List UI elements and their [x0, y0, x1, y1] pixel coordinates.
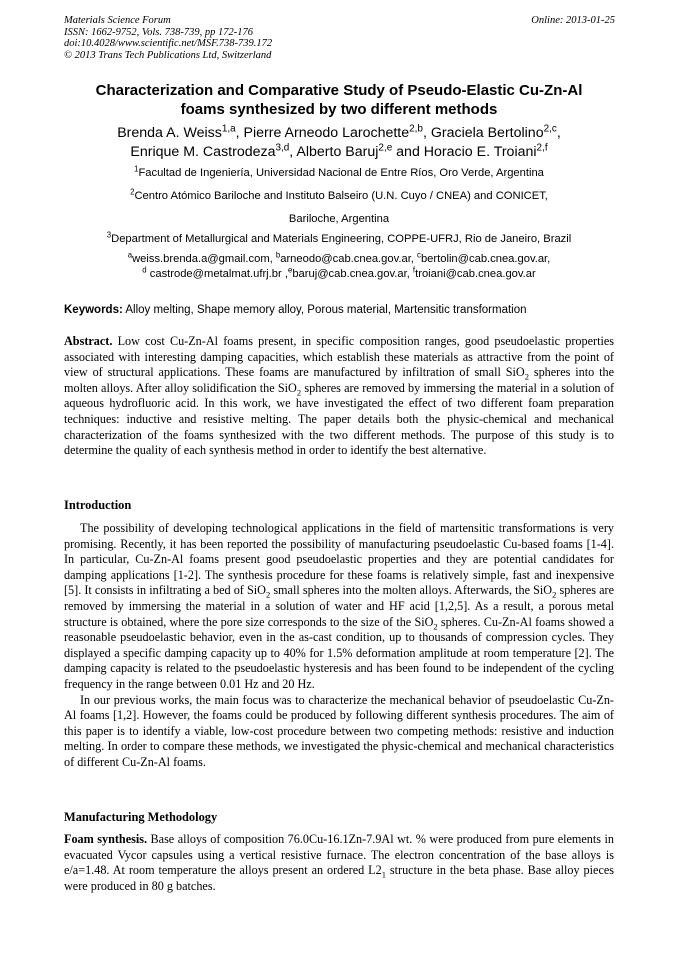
author-line-2: [30, 143, 648, 162]
title-line-2: foams synthesized by two different methods: [180, 101, 498, 118]
paragraph: In our previous works, the main focus was to characterize the mechanical behavior of pseudoelastic Cu-Zn-Al foams [1,2]. However, the foams could be produced by following different synthesis procedures. The aim of this paper is to identify a viable, low-cost procedure between two competing methods: resistive and induction melting. In order to compare these methods, we investigated the physic-chemical and mechanical characteristics of different Cu-Zn-Al foams.: [64, 692, 614, 769]
online-date: Online: 2013-01-25: [531, 15, 615, 26]
abstract-text: spheres are removed by immersing the material in a solution of aqueous hydrofluoric acid. In this work, we have investigated the effect of two different foam preparation techniques: inductive and resistive melting. The paper details both the physic-chemical and mechanical characterization of the foams synthesized with the two different methods. The purpose of this study is to determine the quality of each synthesis method in order to identify the best alternative.: [64, 380, 615, 458]
abstract: [64, 334, 614, 459]
email-address[interactable]: weiss.brenda.a@gmail.com,: [132, 253, 276, 265]
author-affiliation-mark: 1,a: [221, 123, 236, 135]
author-name: Enrique M. Castrodeza: [130, 144, 276, 160]
section-heading-introduction: Introduction: [64, 498, 132, 512]
subscript: 1: [381, 869, 386, 880]
author-affiliation-mark: 2,c: [543, 123, 557, 135]
email-address[interactable]: castrode@metalmat.ufrj.br ,: [146, 268, 288, 280]
author-name: Brenda A. Weiss: [117, 125, 222, 141]
author-separator: ,: [556, 125, 561, 141]
author-name: , Graciela Bertolino: [422, 125, 544, 141]
author-affiliation-mark: 2,b: [409, 123, 423, 135]
subscript: 2: [552, 589, 557, 600]
journal-name: Materials Science Forum: [64, 15, 171, 26]
email-list: [40, 252, 638, 282]
affiliation-2: [40, 189, 638, 226]
abstract-text: Low cost Cu-Zn-Al foams present, in specific composition ranges, good pseudoelastic properties associated with interesting damping capacities, which establish these materials as attractive from the point of view of structural applications. These foams are manufactured by infiltration of small SiO: [64, 334, 614, 380]
author-affiliation-mark: 2,e: [378, 142, 393, 154]
affiliation-text: Department of Metallurgical and Materials Engineering, COPPE-UFRJ, Rio de Janeiro, Brazil: [111, 233, 572, 245]
issn-line: ISSN: 1662-9752, Vols. 738-739, pp 172-176: [64, 26, 253, 38]
manufacturing-body: [64, 832, 614, 894]
paragraph-text: The possibility of developing technological applications in the field of martensitic transformations is very promising. Recently, it has been reported the possibility of manufacturing pseudoelastic Cu-based foams [1-4]. In particular, Cu-Zn-Al foams present good pseudoelastic properties and they are potential candidates for damping applications [1-2]. The synthesis procedure for these foams is relatively simple, fast and inexpensive [5]. It consists in infiltrating a bed of SiO: [64, 521, 614, 598]
affiliation-text: Facultad de Ingeniería, Universidad Nacional de Entre Ríos, Oro Verde, Argentina: [138, 167, 544, 179]
paper-title: [40, 81, 638, 119]
copyright-line: © 2013 Trans Tech Publications Ltd, Switzerland: [64, 49, 272, 61]
abstract-text: spheres into the molten alloys. After alloy solidification the SiO: [64, 365, 614, 395]
author-name: and Horacio E. Troiani: [392, 144, 537, 160]
keywords-label: Keywords:: [64, 304, 123, 316]
email-mark: b: [275, 250, 281, 260]
affiliation-1: [40, 166, 638, 180]
author-name: , Alberto Baruj: [289, 144, 379, 160]
section-heading-manufacturing: Manufacturing Methodology: [64, 810, 218, 824]
subscript: 2: [265, 589, 271, 600]
abstract-label: Abstract.: [64, 334, 113, 348]
author-list: [30, 124, 648, 162]
introduction-body: [64, 521, 614, 771]
affiliation-mark: 3: [106, 230, 112, 240]
affiliation-mark: 2: [130, 187, 135, 197]
email-mark: f: [412, 265, 416, 275]
affiliation-text: Bariloche, Argentina: [288, 213, 390, 225]
affiliation-3: [40, 232, 638, 246]
doi-line: doi:10.4028/www.scientific.net/MSF.738-739.172: [64, 38, 273, 49]
email-address[interactable]: baruj@cab.cnea.gov.ar,: [292, 268, 413, 280]
email-mark: d: [142, 265, 147, 275]
author-affiliation-mark: 3,d: [275, 142, 290, 154]
paragraph-text: Base alloys of composition 76.0Cu-16.1Zn-7.9Al wt. % were produced from pure elements in evacuated Vycor capsules using a vertical resistive furnace. The electron concentration of the base alloys is e/a=1.48. At room temperature the alloys present an ordered L2: [64, 832, 614, 878]
paragraph-text: spheres. Cu-Zn-Al foams showed a reasonable pseudoelastic behavior, even in the as-cast condition, up to thousands of compression cycles. They displayed a specific damping capacity up to 40% for 1.5% deformation amplitude at room temperature [2]. The damping capacity is related to the pseudoelastic hysteresis and has been found to be independent of the cycling frequency in the range between 0.01 Hz and 20 Hz.: [64, 614, 614, 691]
email-mark: c: [417, 250, 421, 260]
author-line-1: [30, 124, 648, 143]
author-affiliation-mark: 2,f: [536, 142, 548, 154]
subscript: 2: [296, 387, 302, 398]
email-mark: a: [127, 250, 133, 260]
affiliation-text: Centro Atómico Bariloche and Instituto Balseiro (U.N. Cuyo / CNEA) and CONICET,: [134, 190, 548, 202]
paragraph-text: small spheres into the molten alloys. Afterwards, the SiO: [270, 583, 553, 598]
subsection-label: Foam synthesis.: [64, 832, 148, 846]
email-address[interactable]: arneodo@cab.cnea.gov.ar,: [280, 253, 418, 265]
title-line-1: Characterization and Comparative Study of Pseudo-Elastic Cu-Zn-Al: [95, 82, 583, 99]
email-address[interactable]: bertolin@cab.cnea.gov.ar,: [420, 253, 551, 265]
email-mark: e: [287, 265, 293, 275]
subscript: 2: [433, 621, 438, 631]
subscript: 2: [524, 371, 529, 382]
paragraph-text: spheres are removed by immersing the material in a solution of water and HF acid [1,2,5]. As a result, a porous metal structure is obtained, where the pore size corresponds to the size of the SiO: [64, 583, 614, 629]
paragraph-text: structure in the beta phase. Base alloy pieces were produced in 80 g batches.: [64, 863, 615, 893]
paragraph: [64, 521, 614, 693]
keywords: [64, 303, 624, 317]
author-name: , Pierre Arneodo Larochette: [235, 125, 410, 141]
running-header: [64, 15, 272, 61]
affiliation-mark: 1: [134, 164, 139, 174]
email-address[interactable]: troiani@cab.cnea.gov.ar: [415, 268, 536, 280]
keywords-text: Alloy melting, Shape memory alloy, Porous material, Martensitic transformation: [122, 304, 527, 316]
